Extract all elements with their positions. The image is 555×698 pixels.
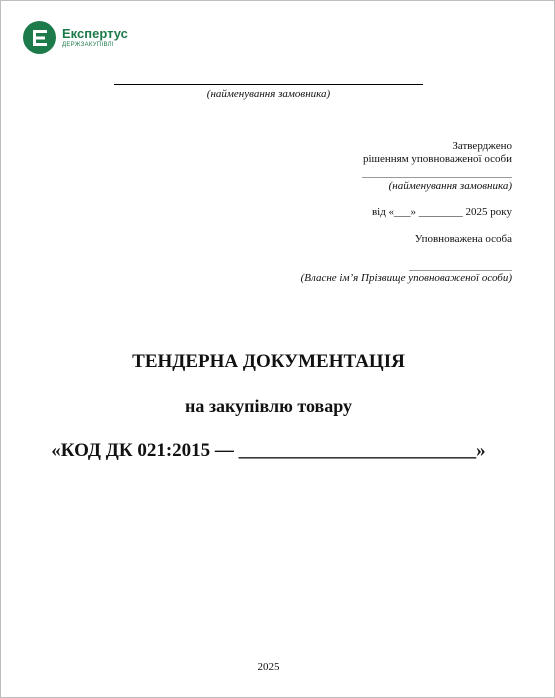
- logo-subtitle: ДЕРЖЗАКУПІВЛІ: [62, 41, 114, 48]
- document-subtitle: на закупівлю товару: [184, 396, 353, 416]
- approval-customer-line: [362, 177, 512, 178]
- approved-by-decision: рішенням уповноваженої особи: [362, 153, 512, 165]
- approval-customer-caption: (найменування замовника): [388, 180, 512, 192]
- document-year: 2025: [257, 661, 280, 673]
- logo-mark-icon: [23, 21, 56, 54]
- document-code-line: «КОД ДК 021:2015 — _________________________»: [51, 440, 486, 461]
- customer-name-line: [114, 84, 423, 85]
- logo-text: [62, 27, 128, 49]
- authorized-person-caption: (Власне ім’я Прізвище уповноваженої особи): [300, 272, 512, 284]
- logo-name: Експертус: [62, 25, 128, 41]
- company-logo: [23, 21, 128, 54]
- approval-date-line: від «___» ________ 2025 року: [371, 206, 512, 218]
- signature-line: [409, 270, 512, 271]
- customer-name-caption: (найменування замовника): [206, 88, 331, 100]
- authorized-person-label: Уповноважена особа: [414, 233, 512, 245]
- approved-label: Затверджено: [452, 140, 512, 152]
- document-title: ТЕНДЕРНА ДОКУМЕНТАЦІЯ: [132, 351, 405, 372]
